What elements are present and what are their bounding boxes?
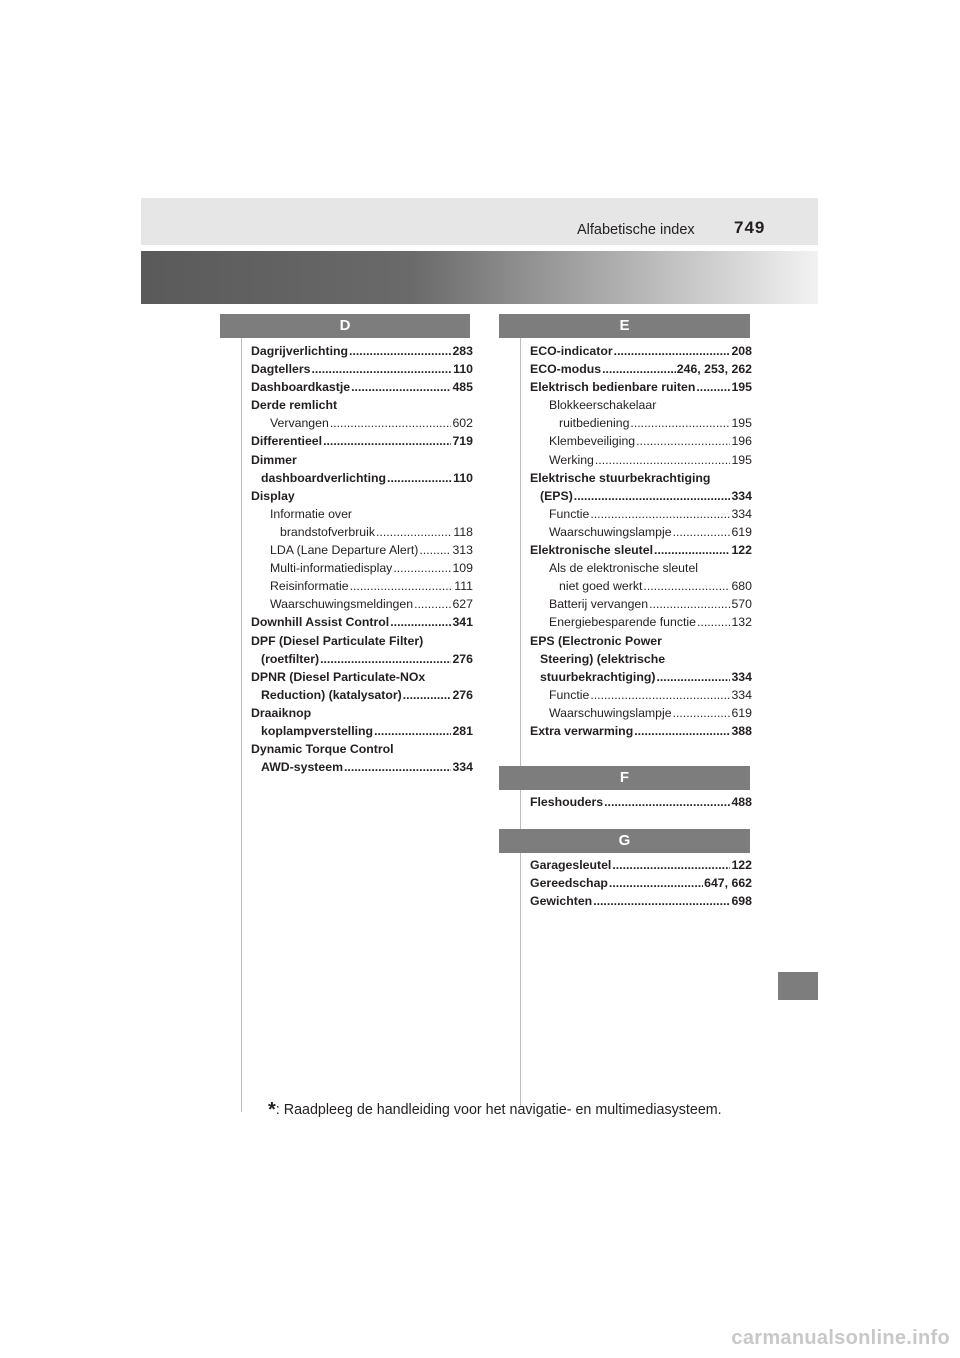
index-entry-page: 195 (731, 452, 752, 467)
index-entry-page: 195 (731, 380, 752, 395)
dot-leader (604, 793, 730, 811)
dot-leader (393, 559, 451, 577)
index-entry-page: 110 (453, 362, 473, 377)
index-entry-label: Dimmer (251, 452, 297, 467)
index-entry-page: 109 (452, 561, 473, 576)
index-entry (530, 595, 752, 613)
index-entry-label: Klembeveiliging (549, 434, 636, 449)
dot-leader (612, 856, 730, 874)
index-entry (251, 559, 473, 577)
index-entry-label: EPS (Electronic Power (530, 633, 662, 648)
dot-leader (614, 342, 731, 360)
index-entry-page: 698 (731, 894, 752, 909)
section-header-d: D (220, 314, 470, 338)
index-entry-page: 719 (452, 434, 473, 449)
index-entry-label: DPNR (Diesel Particulate-NOx (251, 669, 426, 684)
index-entry-page: 488 (731, 795, 752, 809)
dot-leader (351, 378, 451, 396)
index-entry-page: 619 (731, 705, 752, 720)
index-entry-label: LDA (Lane Departure Alert) (270, 543, 419, 558)
dot-leader (376, 523, 452, 541)
index-entry-page: 334 (731, 506, 752, 521)
index-entry (530, 505, 752, 523)
index-entry-label: Draaiknop (251, 705, 312, 720)
index-entry (530, 856, 752, 874)
index-entry (530, 487, 752, 505)
dot-leader (656, 668, 730, 686)
index-entry-page: 208 (731, 344, 752, 358)
index-entry-page: 647, 662 (704, 876, 752, 891)
index-column-g (530, 856, 752, 910)
index-entry-page: 122 (731, 858, 752, 872)
index-entry-page: 334 (731, 687, 752, 702)
index-entry-page: 283 (452, 344, 473, 358)
index-entry-label: Dynamic Torque Control (251, 742, 394, 757)
index-entry (530, 360, 752, 378)
dot-leader (636, 432, 730, 450)
index-entry (251, 595, 473, 613)
index-entry-page: 281 (452, 723, 473, 738)
index-entry-label: Reisinformatie (270, 579, 349, 594)
index-entry-label: ECO-modus (530, 362, 602, 377)
dot-leader (673, 704, 731, 722)
index-entry-label: Display (251, 488, 295, 503)
index-column-f (530, 793, 752, 811)
index-entry-label: (roetfilter) (261, 651, 320, 666)
index-entry (530, 613, 752, 631)
index-entry (251, 432, 473, 450)
index-entry-label: AWD-systeem (261, 760, 344, 775)
index-entry (251, 396, 473, 414)
index-entry (530, 414, 752, 432)
index-entry (530, 432, 752, 450)
index-entry-label: DPF (Diesel Particulate Filter) (251, 633, 424, 648)
index-entry-page: 122 (731, 543, 752, 558)
index-entry (530, 577, 752, 595)
footnote (268, 1099, 722, 1122)
index-entry (251, 469, 473, 487)
index-entry-page: 132 (731, 615, 752, 630)
index-entry (251, 378, 473, 396)
index-entry (530, 559, 752, 577)
index-entry-label: Dashboardkastje (251, 380, 351, 395)
index-entry-label: Fleshouders (530, 795, 604, 809)
index-entry-label: Elektrisch bedienbare ruiten (530, 380, 696, 395)
index-entry-page: 276 (452, 651, 473, 666)
index-entry-label: ruitbediening (559, 416, 630, 431)
dot-leader (643, 577, 730, 595)
index-entry-page: 388 (731, 723, 752, 738)
index-entry (530, 793, 752, 811)
index-entry-label: Informatie over (270, 506, 353, 521)
index-entry-label: Waarschuwingsmeldingen (270, 597, 414, 612)
index-entry (251, 632, 473, 650)
index-entry (251, 342, 473, 360)
dot-leader (654, 541, 730, 559)
index-entry (251, 686, 473, 704)
section-thumb-tab (778, 972, 818, 1000)
page-title: Alfabetische index (577, 222, 695, 238)
column-rule-middle (520, 337, 521, 1107)
dot-leader (593, 892, 730, 910)
dot-leader (320, 650, 451, 668)
index-entry-page: 313 (452, 543, 473, 558)
index-entry-page: 334 (452, 760, 473, 775)
watermark: carmanualsonline.info (731, 1327, 950, 1349)
index-entry-label: Waarschuwingslampje (549, 524, 672, 539)
footnote-text: : Raadpleeg de handleiding voor het navigatie- en multimediasysteem. (275, 1102, 722, 1118)
column-rule-left (241, 337, 242, 1112)
dot-leader (574, 487, 731, 505)
dot-leader (323, 432, 451, 450)
index-entry (251, 451, 473, 469)
dot-leader (590, 686, 730, 704)
dot-leader (350, 577, 454, 595)
dot-leader (696, 378, 730, 396)
index-entry-label: Elektronische sleutel (530, 543, 654, 558)
dot-leader (609, 874, 703, 892)
index-entry-label: Waarschuwingslampje (549, 705, 672, 720)
dot-leader (673, 523, 731, 541)
index-entry-label: ECO-indicator (530, 344, 613, 358)
dot-leader (330, 414, 452, 432)
index-entry (530, 632, 752, 650)
index-column-e (530, 342, 752, 740)
index-entry-label: Werking (549, 452, 594, 467)
index-entry (530, 892, 752, 910)
dot-leader (649, 595, 730, 613)
index-entry-label: Dagrijverlichting (251, 344, 349, 358)
index-entry (530, 451, 752, 469)
index-entry (251, 668, 473, 686)
index-entry-page: 627 (452, 597, 473, 612)
dot-leader (414, 595, 451, 613)
index-entry (251, 360, 473, 378)
index-entry-label: Derde remlicht (251, 398, 338, 413)
index-entry-label: Multi-informatiedisplay (270, 561, 393, 576)
index-entry (530, 378, 752, 396)
index-entry (251, 505, 473, 523)
index-entry-label: Differentieel (251, 434, 323, 449)
index-entry-page: 111 (454, 579, 473, 594)
index-entry-page: 680 (731, 579, 752, 594)
footnote-marker: * (268, 1099, 276, 1121)
index-entry-page: 341 (452, 615, 473, 630)
section-header-e: E (499, 314, 750, 338)
index-entry-page: 118 (453, 524, 473, 539)
dot-leader (387, 469, 452, 487)
page-number: 749 (734, 218, 766, 237)
index-entry-page: 196 (731, 434, 752, 449)
header-strip (141, 198, 818, 245)
index-entry-label: Dagtellers (251, 362, 311, 377)
dot-leader (374, 722, 451, 740)
dot-leader (634, 722, 730, 740)
dot-leader (590, 505, 730, 523)
index-entry-label: Gewichten (530, 894, 593, 909)
index-entry-page: 334 (731, 669, 752, 684)
section-header-f: F (499, 766, 750, 790)
index-entry-label: (EPS) (540, 488, 573, 503)
index-entry-label: Als de elektronische sleutel (549, 561, 699, 576)
index-entry-page: 602 (452, 416, 473, 431)
index-entry-label: Functie (549, 506, 590, 521)
index-entry (251, 523, 473, 541)
index-entry (530, 704, 752, 722)
index-entry (251, 414, 473, 432)
index-entry-label: brandstofverbruik (280, 524, 376, 539)
index-entry (251, 758, 473, 776)
dot-leader (630, 414, 730, 432)
index-entry (530, 650, 752, 668)
index-entry-label: Energiebesparende functie (549, 615, 696, 630)
index-entry-page: 485 (452, 380, 473, 395)
index-entry (530, 342, 752, 360)
index-entry-label: Functie (549, 687, 590, 702)
dot-leader (311, 360, 452, 378)
header-gradient-bar (141, 251, 818, 304)
dot-leader (419, 541, 451, 559)
index-entry-label: stuurbekrachtiging) (540, 669, 656, 684)
index-entry (251, 577, 473, 595)
dot-leader (403, 686, 452, 704)
index-entry-label: Gereedschap (530, 876, 608, 891)
index-column-d (251, 342, 473, 776)
index-entry (530, 541, 752, 559)
index-entry (530, 722, 752, 740)
index-entry-page: 110 (453, 470, 473, 485)
index-entry-label: dashboardverlichting (261, 470, 387, 485)
index-entry (251, 487, 473, 505)
index-entry (530, 686, 752, 704)
index-entry (530, 668, 752, 686)
index-entry (251, 541, 473, 559)
index-entry-label: koplampverstelling (261, 723, 374, 738)
index-entry-page: 276 (452, 687, 473, 702)
dot-leader (602, 360, 676, 378)
dot-leader (349, 342, 451, 360)
dot-leader (697, 613, 730, 631)
index-entry-page: 246, 253, 262 (676, 362, 752, 377)
index-entry-label: Reduction) (katalysator) (261, 687, 402, 702)
dot-leader (390, 613, 451, 631)
index-entry (530, 874, 752, 892)
index-entry-label: Elektrische stuurbekrachtiging (530, 470, 711, 485)
dot-leader (344, 758, 451, 776)
index-entry-page: 570 (731, 597, 752, 612)
index-entry-label: Downhill Assist Control (251, 615, 390, 630)
dot-leader (595, 451, 731, 469)
index-entry-label: Extra verwarming (530, 723, 634, 738)
index-entry-label: Vervangen (270, 416, 329, 431)
index-entry (251, 704, 473, 722)
index-entry-label: Batterij vervangen (549, 597, 649, 612)
index-entry-label: niet goed werkt (559, 579, 643, 594)
index-entry (251, 740, 473, 758)
index-entry-label: Blokkeerschakelaar (549, 398, 657, 413)
index-entry (251, 613, 473, 631)
index-entry (530, 469, 752, 487)
index-entry (530, 523, 752, 541)
index-entry (251, 722, 473, 740)
index-entry (251, 650, 473, 668)
index-entry-page: 195 (731, 416, 752, 431)
index-entry-page: 334 (731, 488, 752, 503)
index-entry-label: Steering) (elektrische (540, 651, 666, 666)
index-entry-page: 619 (731, 524, 752, 539)
index-entry (530, 396, 752, 414)
section-header-g: G (499, 829, 750, 853)
index-entry-label: Garagesleutel (530, 858, 612, 872)
